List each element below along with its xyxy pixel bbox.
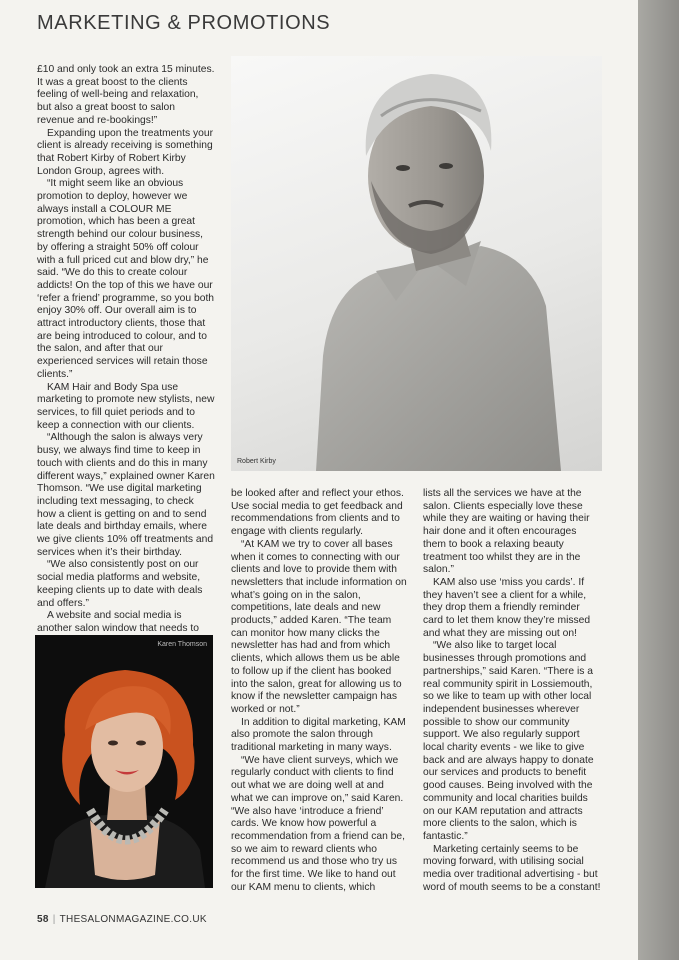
article-paragraph: “At KAM we try to cover all bases when it comes to connecting with our clients and love to provide them with newsletters that include information on what’s going on in the salon, competitions, late deals and new products,” added Karen. “The team can monitor how many clicks the newsletter has had and from which clients, which allows them us be able to follow up if the client has booked into the salon, great for allowing us to know if the newsletter campaign has worked or not.” [231, 538, 407, 715]
article-paragraph: “We also like to target local businesses through promotions and partnerships,” said Karen. “There is a real community spirit in Lossiemouth, so we like to team up with other local independent businesses wherever possible to show our community support. We also regularly support local charity events - we like to give back and are always happy to donate our services and products to benefit good causes. Being involved with the community and local charities builds on our KAM reputation and attracts more clients to the salon, which is fantastic.” [423, 640, 594, 842]
article-column-3 [423, 488, 601, 893]
karen-thomson-photo [35, 635, 213, 888]
article-paragraph: “We have client surveys, which we regularly conduct with clients to find out what we are doing well at and what we can improve on,” said Karen. “We also have ‘introduce a friend’ cards. We know how powerful a recommendation from a friend can be, so we aim to reward clients who recommend us and those who try us for the first time. We like to hand out our KAM menu to clients, which [231, 754, 405, 893]
article-column-2 [231, 488, 407, 893]
robert-kirby-caption: Robert Kirby [237, 458, 276, 465]
article-paragraph: A website and social media is another salon window that needs to [37, 610, 200, 634]
article-paragraph: KAM Hair and Body Spa use marketing to promote new stylists, new services, to fill quiet periods and to keep a connection with our clients. [37, 381, 215, 431]
article-paragraph: Expanding upon the treatments your client is already receiving is something that Robert Kirby of Robert Kirby London Group, agrees with. [37, 127, 214, 177]
magazine-website: THESALONMAGAZINE.CO.UK [59, 914, 207, 925]
article-paragraph: “Although the salon is always very busy, we always find time to keep in touch with clients and do this in many different ways,” explained owner Karen Thomson. “We use digital marketing including text messaging, to check how a client is getting on and to send late deals and birthday emails, where we give clients 10% off treatments and services when it’s their birthday. [37, 432, 215, 558]
karen-thomson-caption: Karen Thomson [157, 641, 207, 648]
robert-kirby-illustration [231, 56, 602, 471]
section-header: MARKETING & PROMOTIONS [37, 12, 331, 34]
article-paragraph: £10 and only took an extra 15 minutes. It was a great boost to the clients feeling of well-being and relaxation, but also a great boost to salon revenue and re-bookings!” [37, 64, 215, 126]
footer-separator: | [52, 914, 56, 925]
robert-kirby-photo [231, 56, 602, 471]
article-paragraph: Marketing certainly seems to be moving forward, with utilising social media over traditional advertising - but word of mouth seems to be a constant! [423, 843, 601, 893]
article-paragraph: be looked after and reflect your ethos. Use social media to get feedback and recommendations from clients and to engage with clients regularly. [231, 488, 404, 538]
page-number: 58 [37, 914, 49, 925]
karen-thomson-illustration [35, 635, 213, 888]
article-paragraph: lists all the services we have at the salon. Clients especially love these while they are waiting or having their hair done and it often encourages them to book a relaxing beauty treatment too whilst they are in the salon.” [423, 488, 590, 576]
article-column-1 [37, 64, 215, 634]
article-paragraph: “We also consistently post on our social media platforms and website, keeping clients up to date with deals and offers.” [37, 559, 203, 609]
page-footer [37, 914, 207, 925]
page-edge-background [638, 0, 679, 960]
article-paragraph: “It might seem like an obvious promotion to deploy, however we always install a COLOUR ME promotion, which has been a great strength behind our colour business, by offering a straight 50% off colour with a full priced cut and blow dry,” he said. “We do this to create colour addicts! On the top of this we have our ‘refer a friend’ programme, so you both enjoy 30% off. Our overall aim is to attract introductory clients, those that are being introduced to colour, and to the salon, and after that our experienced services will retain those clients.” [37, 178, 215, 380]
article-paragraph: In addition to digital marketing, KAM also promote the salon through traditional marketing in many ways. [231, 716, 406, 754]
article-paragraph: KAM also use ‘miss you cards’. If they haven’t see a client for a while, they drop them a friendly reminder card to let them know they’re missed and what they are missing out on! [423, 576, 591, 639]
